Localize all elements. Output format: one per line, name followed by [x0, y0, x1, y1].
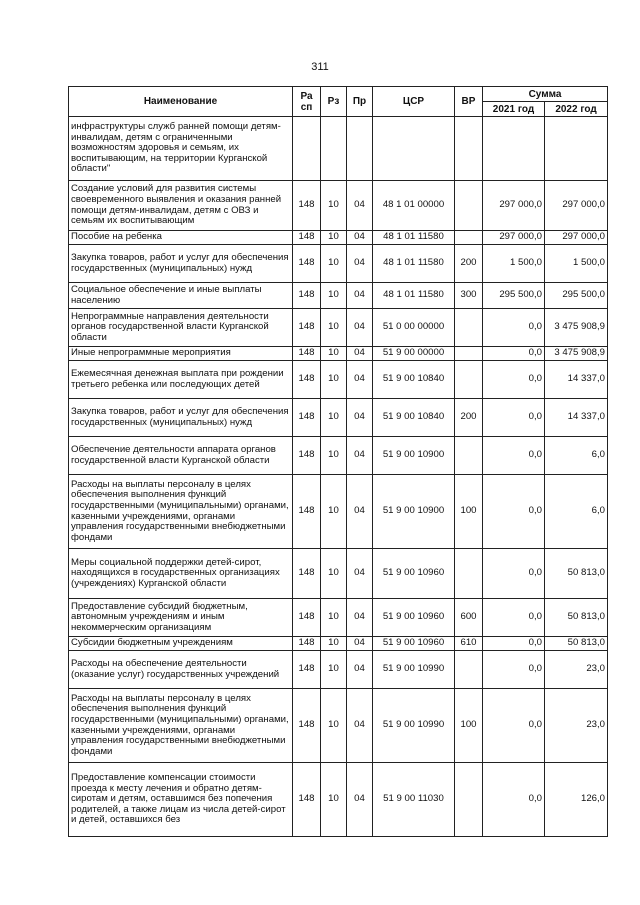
cell-amount-2021: 0,0	[483, 361, 545, 399]
cell-csr: 48 1 01 11580	[373, 245, 455, 283]
cell-pr: 04	[347, 651, 373, 689]
cell-amount-2022: 50 813,0	[545, 549, 608, 599]
page-number: 311	[311, 61, 329, 73]
header-rz: Рз	[321, 87, 347, 117]
cell-vr: 100	[455, 689, 483, 763]
cell-rasp: 148	[293, 283, 321, 309]
table-row	[69, 763, 608, 837]
cell-amount-2022: 14 337,0	[545, 399, 608, 437]
cell-pr: 04	[347, 231, 373, 245]
cell-pr: 04	[347, 181, 373, 231]
cell-amount-2022: 6,0	[545, 437, 608, 475]
cell-name: Социальное обеспечение и иные выплаты населению	[69, 283, 293, 309]
cell-rasp: 148	[293, 399, 321, 437]
cell-name: Субсидии бюджетным учреждениям	[69, 637, 293, 651]
cell-rz: 10	[321, 283, 347, 309]
cell-csr: 51 9 00 10960	[373, 549, 455, 599]
cell-rasp: 148	[293, 347, 321, 361]
cell-pr: 04	[347, 475, 373, 549]
header-vr: ВР	[455, 87, 483, 117]
cell-amount-2021: 297 000,0	[483, 231, 545, 245]
cell-amount-2022: 295 500,0	[545, 283, 608, 309]
cell-name: Расходы на выплаты персоналу в целях обеспечения выполнения функций государственными (муниципальными) органами, казенными учреждениями, органами управления государственными внебюджетными фондами	[69, 689, 293, 763]
cell-amount-2022: 14 337,0	[545, 361, 608, 399]
cell-vr	[455, 117, 483, 181]
cell-pr: 04	[347, 689, 373, 763]
cell-pr: 04	[347, 245, 373, 283]
cell-csr: 48 1 01 11580	[373, 283, 455, 309]
cell-pr: 04	[347, 437, 373, 475]
cell-rasp: 148	[293, 181, 321, 231]
table-row	[69, 399, 608, 437]
cell-amount-2022: 23,0	[545, 651, 608, 689]
cell-amount-2021: 0,0	[483, 475, 545, 549]
cell-name: Пособие на ребенка	[69, 231, 293, 245]
table-row	[69, 475, 608, 549]
cell-vr	[455, 231, 483, 245]
cell-name: Предоставление субсидий бюджетным, автономным учреждениям и иным некоммерческим организациям	[69, 599, 293, 637]
cell-rz: 10	[321, 309, 347, 347]
cell-name: Непрограммные направления деятельности органов государственной власти Курганской области	[69, 309, 293, 347]
table-row	[69, 549, 608, 599]
cell-rasp: 148	[293, 361, 321, 399]
cell-rz: 10	[321, 549, 347, 599]
cell-vr: 600	[455, 599, 483, 637]
cell-rasp: 148	[293, 231, 321, 245]
cell-rz: 10	[321, 399, 347, 437]
budget-table	[68, 86, 608, 837]
cell-rz: 10	[321, 181, 347, 231]
cell-vr	[455, 181, 483, 231]
cell-csr: 51 9 00 10990	[373, 689, 455, 763]
cell-vr: 100	[455, 475, 483, 549]
header-sum: Сумма	[483, 87, 608, 102]
cell-pr: 04	[347, 399, 373, 437]
cell-csr: 51 9 00 00000	[373, 347, 455, 361]
cell-csr: 51 9 00 10840	[373, 399, 455, 437]
cell-rasp: 148	[293, 475, 321, 549]
cell-vr: 200	[455, 399, 483, 437]
cell-vr	[455, 347, 483, 361]
cell-rz: 10	[321, 361, 347, 399]
cell-rasp: 148	[293, 763, 321, 837]
table-row	[69, 117, 608, 181]
cell-name: Ежемесячная денежная выплата при рождении третьего ребенка или последующих детей	[69, 361, 293, 399]
cell-pr: 04	[347, 309, 373, 347]
cell-name: Закупка товаров, работ и услуг для обеспечения государственных (муниципальных) нужд	[69, 399, 293, 437]
cell-rz: 10	[321, 637, 347, 651]
cell-name: Предоставление компенсации стоимости проезда к месту лечения и обратно детям-сиротам и детям, оставшимся без попечения родителей, а также лицам из числа детей-сирот и детей, оставшихся без	[69, 763, 293, 837]
cell-pr: 04	[347, 361, 373, 399]
table-row	[69, 309, 608, 347]
cell-amount-2021: 0,0	[483, 763, 545, 837]
cell-rz: 10	[321, 347, 347, 361]
cell-csr: 48 1 01 11580	[373, 231, 455, 245]
cell-amount-2021: 0,0	[483, 599, 545, 637]
cell-amount-2021: 0,0	[483, 399, 545, 437]
cell-csr: 51 9 00 11030	[373, 763, 455, 837]
cell-rz	[321, 117, 347, 181]
table-row	[69, 637, 608, 651]
cell-name: Расходы на обеспечение деятельности (оказание услуг) государственных учреждений	[69, 651, 293, 689]
cell-csr: 51 9 00 10990	[373, 651, 455, 689]
cell-pr: 04	[347, 599, 373, 637]
cell-rasp: 148	[293, 651, 321, 689]
cell-vr	[455, 361, 483, 399]
cell-amount-2021: 0,0	[483, 347, 545, 361]
cell-amount-2022: 50 813,0	[545, 637, 608, 651]
cell-name: Меры социальной поддержки детей-сирот, находящихся в государственных организациях (учреждениях) Курганской области	[69, 549, 293, 599]
table-row	[69, 245, 608, 283]
cell-rasp: 148	[293, 689, 321, 763]
cell-vr	[455, 651, 483, 689]
cell-csr: 51 9 00 10840	[373, 361, 455, 399]
header-razdel: Ра сп	[293, 87, 321, 117]
cell-csr: 51 9 00 10960	[373, 599, 455, 637]
cell-amount-2021	[483, 117, 545, 181]
cell-rz: 10	[321, 437, 347, 475]
cell-name: Создание условий для развития системы своевременного выявления и оказания ранней помощи детям-инвалидам, детям с ОВЗ и семьям их воспитывающим	[69, 181, 293, 231]
cell-amount-2022: 23,0	[545, 689, 608, 763]
cell-pr: 04	[347, 347, 373, 361]
cell-amount-2022	[545, 117, 608, 181]
cell-amount-2021: 0,0	[483, 689, 545, 763]
cell-amount-2022: 3 475 908,9	[545, 309, 608, 347]
cell-csr: 48 1 01 00000	[373, 181, 455, 231]
cell-rasp: 148	[293, 245, 321, 283]
cell-pr	[347, 117, 373, 181]
cell-amount-2021: 297 000,0	[483, 181, 545, 231]
cell-rz: 10	[321, 599, 347, 637]
cell-csr: 51 9 00 10900	[373, 437, 455, 475]
cell-rz: 10	[321, 245, 347, 283]
table-row	[69, 283, 608, 309]
cell-amount-2022: 3 475 908,9	[545, 347, 608, 361]
table-row	[69, 599, 608, 637]
cell-name: Закупка товаров, работ и услуг для обеспечения государственных (муниципальных) нужд	[69, 245, 293, 283]
cell-amount-2021: 0,0	[483, 437, 545, 475]
table-body	[69, 117, 608, 837]
cell-name: Обеспечение деятельности аппарата органов государственной власти Курганской области	[69, 437, 293, 475]
cell-amount-2021: 0,0	[483, 651, 545, 689]
table-row	[69, 437, 608, 475]
table-row	[69, 361, 608, 399]
table-row	[69, 231, 608, 245]
cell-vr	[455, 549, 483, 599]
cell-rz: 10	[321, 651, 347, 689]
header-year-2021: 2021 год	[483, 102, 545, 117]
cell-amount-2021: 0,0	[483, 549, 545, 599]
cell-amount-2021: 1 500,0	[483, 245, 545, 283]
cell-amount-2022: 6,0	[545, 475, 608, 549]
cell-rasp: 148	[293, 549, 321, 599]
cell-vr	[455, 763, 483, 837]
cell-amount-2022: 50 813,0	[545, 599, 608, 637]
header-year-2022: 2022 год	[545, 102, 608, 117]
cell-csr: 51 9 00 10960	[373, 637, 455, 651]
cell-pr: 04	[347, 763, 373, 837]
cell-rasp	[293, 117, 321, 181]
cell-amount-2021: 295 500,0	[483, 283, 545, 309]
cell-vr: 300	[455, 283, 483, 309]
cell-vr	[455, 437, 483, 475]
cell-csr: 51 0 00 00000	[373, 309, 455, 347]
cell-rasp: 148	[293, 637, 321, 651]
cell-rz: 10	[321, 231, 347, 245]
cell-rz: 10	[321, 689, 347, 763]
cell-amount-2022: 297 000,0	[545, 181, 608, 231]
cell-rz: 10	[321, 475, 347, 549]
cell-amount-2022: 297 000,0	[545, 231, 608, 245]
cell-amount-2021: 0,0	[483, 309, 545, 347]
cell-rz: 10	[321, 763, 347, 837]
cell-pr: 04	[347, 549, 373, 599]
cell-rasp: 148	[293, 599, 321, 637]
cell-csr: 51 9 00 10900	[373, 475, 455, 549]
cell-vr: 200	[455, 245, 483, 283]
header-pr: Пр	[347, 87, 373, 117]
cell-amount-2022: 1 500,0	[545, 245, 608, 283]
cell-csr	[373, 117, 455, 181]
table-row	[69, 651, 608, 689]
header-csr: ЦСР	[373, 87, 455, 117]
cell-amount-2021: 0,0	[483, 637, 545, 651]
cell-pr: 04	[347, 283, 373, 309]
cell-vr	[455, 309, 483, 347]
cell-name: инфраструктуры служб ранней помощи детям-инвалидам, детям с ограниченными возможностям здоровья и семьям, их воспитывающим, на территории Курганской области"	[69, 117, 293, 181]
cell-amount-2022: 126,0	[545, 763, 608, 837]
table-row	[69, 347, 608, 361]
cell-name: Расходы на выплаты персоналу в целях обеспечения выполнения функций государственными (муниципальными) органами, казенными учреждениями, органами управления государственными внебюджетными фондами	[69, 475, 293, 549]
cell-vr: 610	[455, 637, 483, 651]
header-name: Наименование	[69, 87, 293, 117]
table-row	[69, 181, 608, 231]
cell-name: Иные непрограммные мероприятия	[69, 347, 293, 361]
table-row	[69, 689, 608, 763]
cell-rasp: 148	[293, 309, 321, 347]
cell-rasp: 148	[293, 437, 321, 475]
cell-pr: 04	[347, 637, 373, 651]
